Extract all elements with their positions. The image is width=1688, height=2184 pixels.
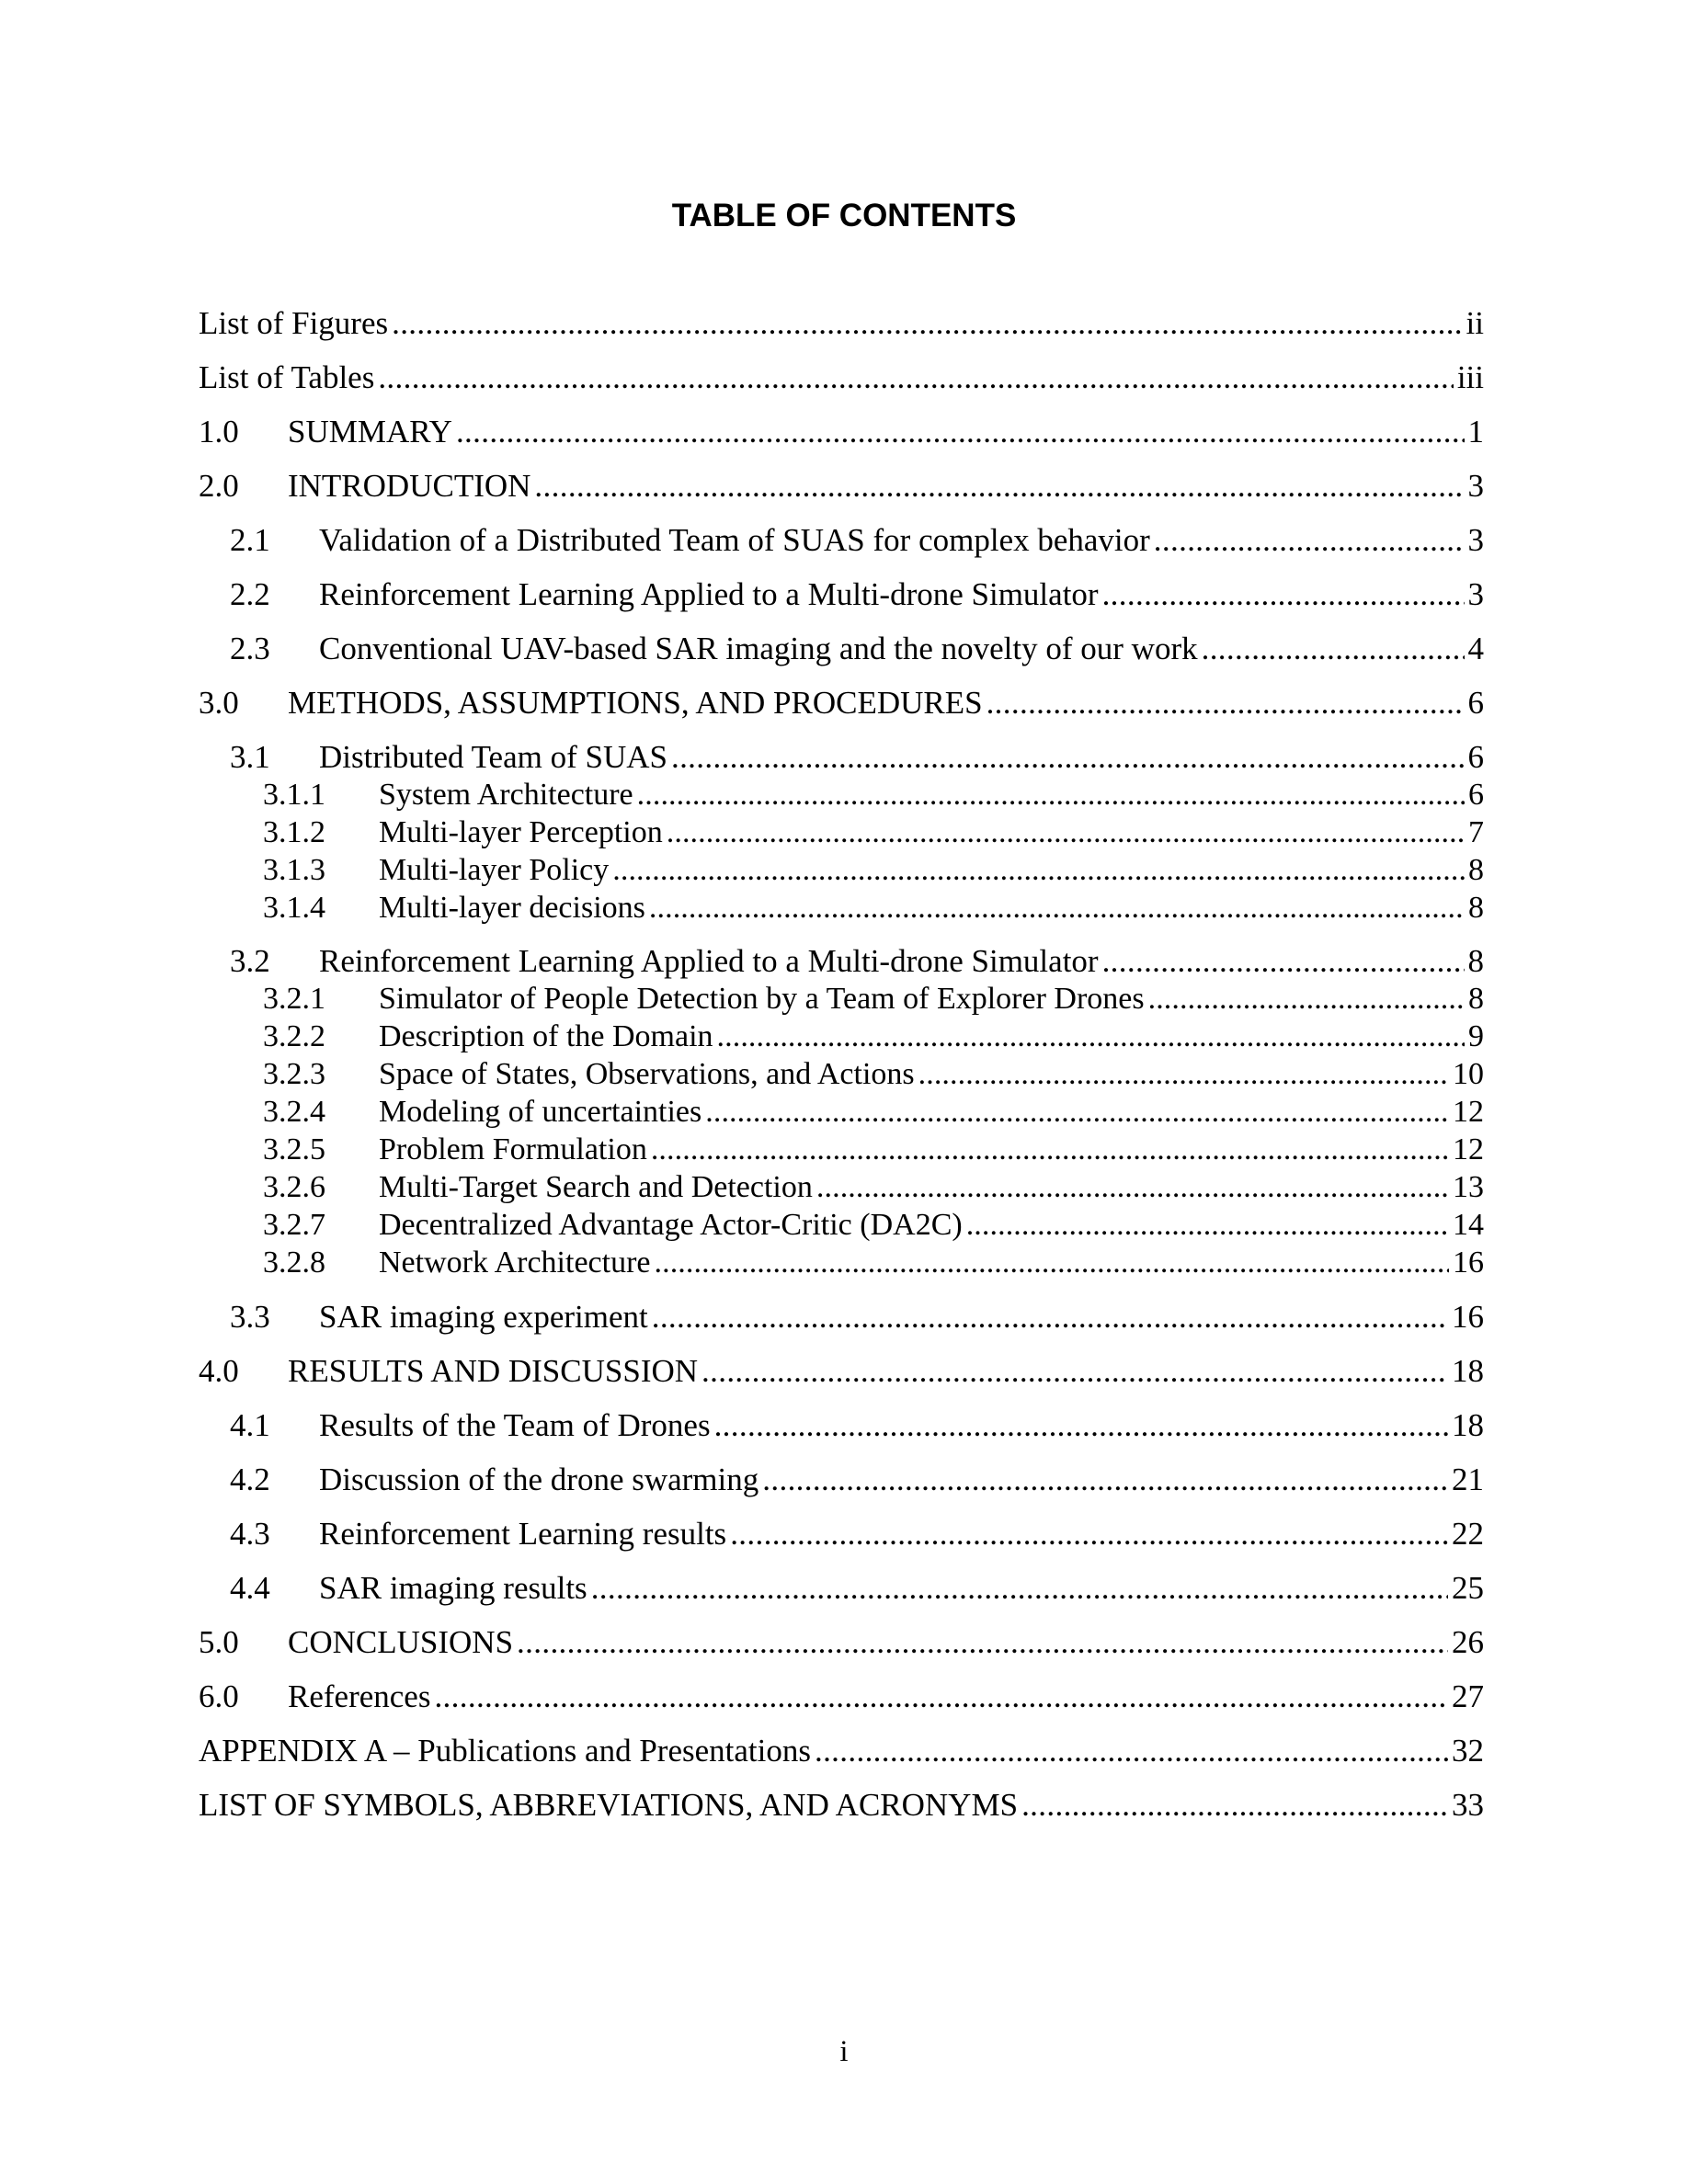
toc-entry-number: 3.1.1 [263,778,325,812]
toc-entry-number: 2.2 [230,576,270,612]
toc-entry[interactable] [263,979,1484,1019]
toc-entry-title: APPENDIX A – Publications and Presentations [199,1733,811,1769]
dot-leader [1101,941,1465,982]
toc-entry[interactable] [230,1568,1484,1609]
toc-entry-page: 18 [1452,1353,1484,1389]
page-title: TABLE OF CONTENTS [671,198,1017,233]
toc-entry-title: Description of the Domain [379,1019,713,1053]
toc-entry-title: Reinforcement Learning results [319,1516,727,1552]
toc-entry-title: Reinforcement Learning Applied to a Multi-drone Simulator [319,943,1099,979]
toc-entry-page: ii [1466,305,1484,341]
dot-leader [703,1092,1449,1132]
toc-entry-page: 25 [1452,1570,1484,1606]
toc-entry-number: 3.2 [230,943,270,979]
toc-entry[interactable] [199,466,1484,506]
toc-entry[interactable] [199,1351,1484,1392]
dot-leader [1101,574,1465,615]
toc-entry-number: 3.2.4 [263,1095,325,1129]
toc-entry-page: 3 [1467,522,1484,558]
dot-leader [917,1054,1449,1095]
toc-entry-title: List of Figures [199,305,389,341]
dot-leader [1200,629,1465,669]
toc-entry-number: 3.0 [199,685,239,721]
toc-entry[interactable] [230,1405,1484,1446]
dot-leader [1020,1785,1448,1826]
toc-entry-page: 1 [1467,414,1484,449]
toc-entry-title: List of Tables [199,359,375,395]
toc-entry-number: 3.1.2 [263,815,325,849]
dot-leader [815,1167,1449,1208]
toc-entry-title: SAR imaging results [319,1570,587,1606]
toc-entry[interactable] [199,303,1484,344]
toc-entry-title: Distributed Team of SUAS [319,739,667,775]
dot-leader [610,850,1465,891]
toc-entry[interactable] [199,1731,1484,1771]
toc-entry-number: 3.2.8 [263,1246,325,1280]
dot-leader [760,1460,1448,1500]
toc-entry-page: 10 [1453,1057,1484,1091]
toc-entry-title: System Architecture [379,778,633,812]
toc-entry-page: 8 [1468,891,1484,925]
dot-leader [700,1351,1448,1392]
toc-entry[interactable] [263,775,1484,815]
toc-entry[interactable] [230,1297,1484,1337]
toc-entry-title: Simulator of People Detection by a Team of Explorer Drones [379,982,1145,1016]
toc-entry[interactable] [263,1130,1484,1170]
toc-entry[interactable] [199,1677,1484,1717]
toc-entry[interactable] [230,520,1484,561]
toc-entry[interactable] [199,412,1484,452]
toc-entry-number: 2.0 [199,468,239,504]
toc-entry[interactable] [199,1785,1484,1826]
toc-entry-title: Multi-layer Perception [379,815,663,849]
dot-leader [650,1297,1448,1337]
toc-entry-title: Problem Formulation [379,1132,647,1166]
toc-entry-title: Decentralized Advantage Actor-Critic (DA2C) [379,1208,963,1242]
dot-leader [964,1205,1449,1246]
toc-entry-page: 4 [1467,631,1484,666]
dot-leader [454,412,1465,452]
toc-entry[interactable] [230,1460,1484,1500]
toc-entry[interactable] [230,574,1484,615]
toc-entry-page: 13 [1453,1170,1484,1204]
toc-entry[interactable] [230,941,1484,982]
toc-entry-page: 6 [1467,739,1484,775]
toc-entry-number: 3.2.6 [263,1170,325,1204]
toc-entry-page: 7 [1468,815,1484,849]
dot-leader [715,1017,1465,1057]
page-number: i [839,2035,849,2068]
dot-leader [390,303,1462,344]
toc-entry-number: 3.3 [230,1299,270,1335]
toc-entry-number: 3.2.3 [263,1057,325,1091]
toc-entry-title: CONCLUSIONS [288,1624,514,1660]
dot-leader [649,1130,1449,1170]
toc-entry-number: 4.3 [230,1516,270,1552]
dot-leader [713,1405,1448,1446]
toc-entry-page: 33 [1452,1787,1484,1823]
dot-leader [1152,520,1465,561]
toc-entry-title: References [288,1678,431,1714]
dot-leader [647,888,1465,928]
toc-entry-page: 26 [1452,1624,1484,1660]
toc-entry-page: 22 [1452,1516,1484,1552]
toc-entry-page: 8 [1468,853,1484,887]
toc-entry-title: Space of States, Observations, and Actions [379,1057,915,1091]
toc-entry-title: RESULTS AND DISCUSSION [288,1353,699,1389]
toc-entry[interactable] [199,358,1484,398]
toc-entry-title: Multi-layer decisions [379,891,645,925]
toc-entry-title: Reinforcement Learning Applied to a Multi-drone Simulator [319,576,1099,612]
toc-entry[interactable] [230,737,1484,778]
toc-entry[interactable] [263,1243,1484,1283]
dot-leader [589,1568,1448,1609]
dot-leader [432,1677,1448,1717]
dot-leader [532,466,1464,506]
toc-entry-number: 5.0 [199,1624,239,1660]
dot-leader [665,813,1465,853]
toc-entry-number: 2.3 [230,631,270,666]
toc-entry-page: 3 [1467,468,1484,504]
toc-entry-page: 6 [1467,685,1484,721]
toc-entry-title: Modeling of uncertainties [379,1095,702,1129]
dot-leader [376,358,1453,398]
dot-leader [985,683,1465,723]
dot-leader [813,1731,1448,1771]
toc-entry-title: Multi-layer Policy [379,853,610,887]
toc-entry[interactable] [263,813,1484,853]
toc-entry-number: 3.2.2 [263,1019,325,1053]
toc-entry-title: Validation of a Distributed Team of SUAS for complex behavior [319,522,1150,558]
toc-entry-page: 8 [1467,943,1484,979]
dot-leader [515,1622,1448,1663]
toc-entry-title: SAR imaging experiment [319,1299,648,1335]
toc-entry[interactable] [263,1054,1484,1095]
toc-entry-page: 14 [1453,1208,1484,1242]
toc-entry-title: INTRODUCTION [288,468,531,504]
toc-entry[interactable] [263,1167,1484,1208]
toc-entry[interactable] [263,888,1484,928]
toc-entry-number: 4.0 [199,1353,239,1389]
toc-entry-number: 6.0 [199,1678,239,1714]
toc-entry-page: 16 [1453,1246,1484,1280]
dot-leader [635,775,1465,815]
toc-entry-number: 3.2.1 [263,982,325,1016]
toc-entry[interactable] [230,629,1484,669]
toc-entry-page: 9 [1468,1019,1484,1053]
toc-entry[interactable] [199,1622,1484,1663]
toc-entry-number: 4.2 [230,1462,270,1497]
dot-leader [653,1243,1450,1283]
toc-entry-title: Conventional UAV-based SAR imaging and the novelty of our work [319,631,1198,666]
toc-entry-number: 2.1 [230,522,270,558]
toc-entry-number: 4.1 [230,1407,270,1443]
toc-entry-number: 3.1 [230,739,270,775]
toc-entry-page: 18 [1452,1407,1484,1443]
toc-entry[interactable] [230,1514,1484,1554]
toc-entry[interactable] [199,683,1484,723]
toc-entry-title: Results of the Team of Drones [319,1407,711,1443]
dot-leader [728,1514,1448,1554]
toc-entry[interactable] [263,1092,1484,1132]
toc-entry[interactable] [263,850,1484,891]
toc-entry-title: Network Architecture [379,1246,651,1280]
toc-entry-page: 8 [1468,982,1484,1016]
toc-entry-page: iii [1456,359,1484,395]
dot-leader [1146,979,1465,1019]
toc-entry[interactable] [263,1017,1484,1057]
toc-entry-page: 3 [1467,576,1484,612]
toc-entry-page: 21 [1452,1462,1484,1497]
toc-entry-page: 27 [1452,1678,1484,1714]
toc-entry-number: 3.1.3 [263,853,325,887]
toc-entry-page: 16 [1452,1299,1484,1335]
toc-entry-number: 1.0 [199,414,239,449]
toc-entry-number: 4.4 [230,1570,270,1606]
toc-entry-page: 6 [1468,778,1484,812]
toc-entry-title: LIST OF SYMBOLS, ABBREVIATIONS, AND ACRONYMS [199,1787,1019,1823]
toc-entry-title: METHODS, ASSUMPTIONS, AND PROCEDURES [288,685,983,721]
toc-entry-number: 3.2.5 [263,1132,325,1166]
toc-entry[interactable] [263,1205,1484,1246]
toc-entry-title: Discussion of the drone swarming [319,1462,759,1497]
toc-entry-page: 12 [1453,1132,1484,1166]
toc-entry-page: 12 [1453,1095,1484,1129]
toc-entry-page: 32 [1452,1733,1484,1769]
dot-leader [669,737,1465,778]
toc-entry-number: 3.2.7 [263,1208,325,1242]
toc-entry-title: Multi-Target Search and Detection [379,1170,813,1204]
toc-entry-number: 3.1.4 [263,891,325,925]
toc-entry-title: SUMMARY [288,414,452,449]
